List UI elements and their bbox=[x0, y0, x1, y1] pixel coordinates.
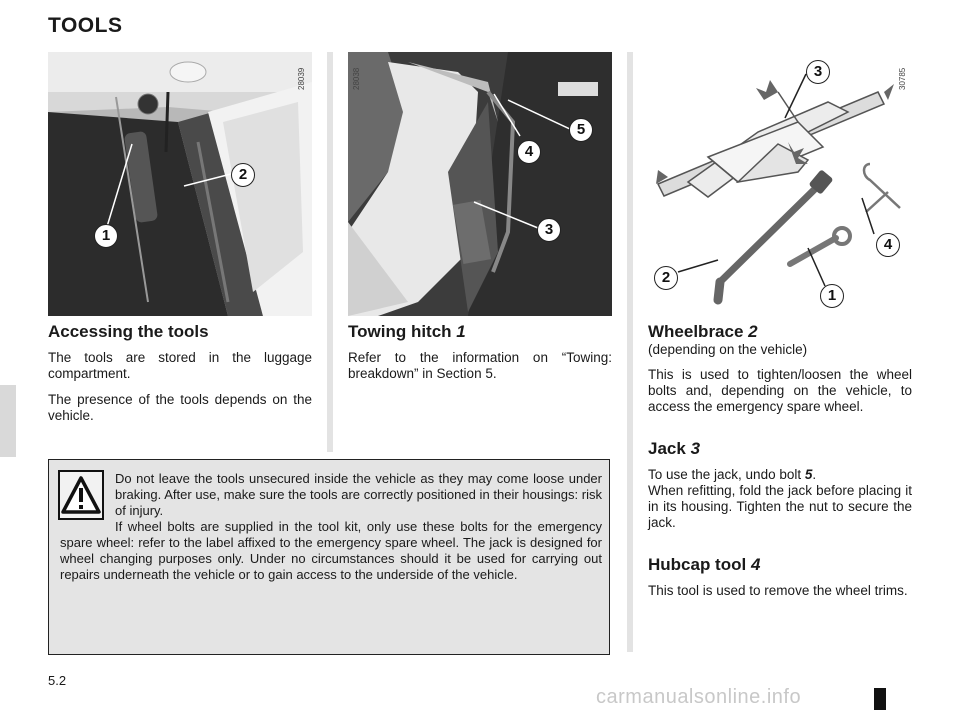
figure-code: 28039 bbox=[297, 67, 306, 90]
paragraph: The tools are stored in the luggage compartment. bbox=[48, 350, 312, 381]
callout-1: 1 bbox=[94, 224, 118, 248]
callout-1: 1 bbox=[820, 284, 844, 308]
page-title: TOOLS bbox=[48, 14, 123, 37]
callout-3: 3 bbox=[806, 60, 830, 84]
callout-4: 4 bbox=[876, 233, 900, 257]
callout-3: 3 bbox=[537, 218, 561, 242]
towing-hitch-photo bbox=[348, 52, 612, 316]
figure-code: 30785 bbox=[898, 67, 907, 90]
callout-4: 4 bbox=[517, 140, 541, 164]
section-heading: Accessing the tools bbox=[48, 322, 209, 341]
column-divider-left bbox=[327, 52, 333, 452]
tools-luggage-photo bbox=[48, 52, 312, 316]
paragraph: This tool is used to remove the wheel trims. bbox=[648, 583, 908, 598]
tools-diagram bbox=[648, 52, 912, 316]
towing-hitch-section bbox=[348, 322, 612, 382]
figure-code: 28038 bbox=[352, 67, 361, 90]
section-heading: Towing hitch 1 bbox=[348, 322, 466, 341]
corner-mark bbox=[874, 688, 886, 710]
section-tab bbox=[0, 385, 16, 457]
callout-5: 5 bbox=[569, 118, 593, 142]
paragraph: This is used to tighten/loosen the wheel bolts and, depending on the vehicle, to access the emergency spare wheel. bbox=[648, 367, 912, 414]
paragraph: Refer to the information on “Towing: breakdown” in Section 5. bbox=[348, 350, 612, 381]
paragraph: To use the jack, undo bolt 5. bbox=[648, 467, 817, 482]
callout-2: 2 bbox=[654, 266, 678, 290]
column-divider-right bbox=[627, 52, 633, 652]
watermark: carmanualsonline.info bbox=[596, 686, 802, 708]
section-heading: Wheelbrace 2 bbox=[648, 322, 758, 341]
page-number: 5.2 bbox=[48, 673, 67, 688]
accessing-tools-section bbox=[48, 322, 312, 424]
note: (depending on the vehicle) bbox=[648, 342, 808, 357]
section-heading: Hubcap tool 4 bbox=[648, 555, 761, 574]
paragraph: The presence of the tools depends on the vehicle. bbox=[48, 392, 312, 423]
section-heading: Jack 3 bbox=[648, 439, 701, 458]
right-column-text bbox=[648, 322, 912, 599]
warning-text: Do not leave the tools unsecured inside the vehicle as they may come loose under braking. After use, make sure the tools are correctly positioned in their housings: risk of injury. If wheel bolts are supplied in the tool kit, only use these bolts for the emergency spare wheel: refer to the label affixed to the emergency spare wheel. The jack is designed for wheel changing purposes only. Under no circumstances should it be used for carrying out repairs underneath the vehicle or to gain access to the underside of the vehicle. bbox=[60, 471, 602, 582]
callout-2: 2 bbox=[231, 163, 255, 187]
paragraph: When refitting, fold the jack before placing it in its housing. Tighten the nut to secure the jack. bbox=[648, 483, 912, 530]
